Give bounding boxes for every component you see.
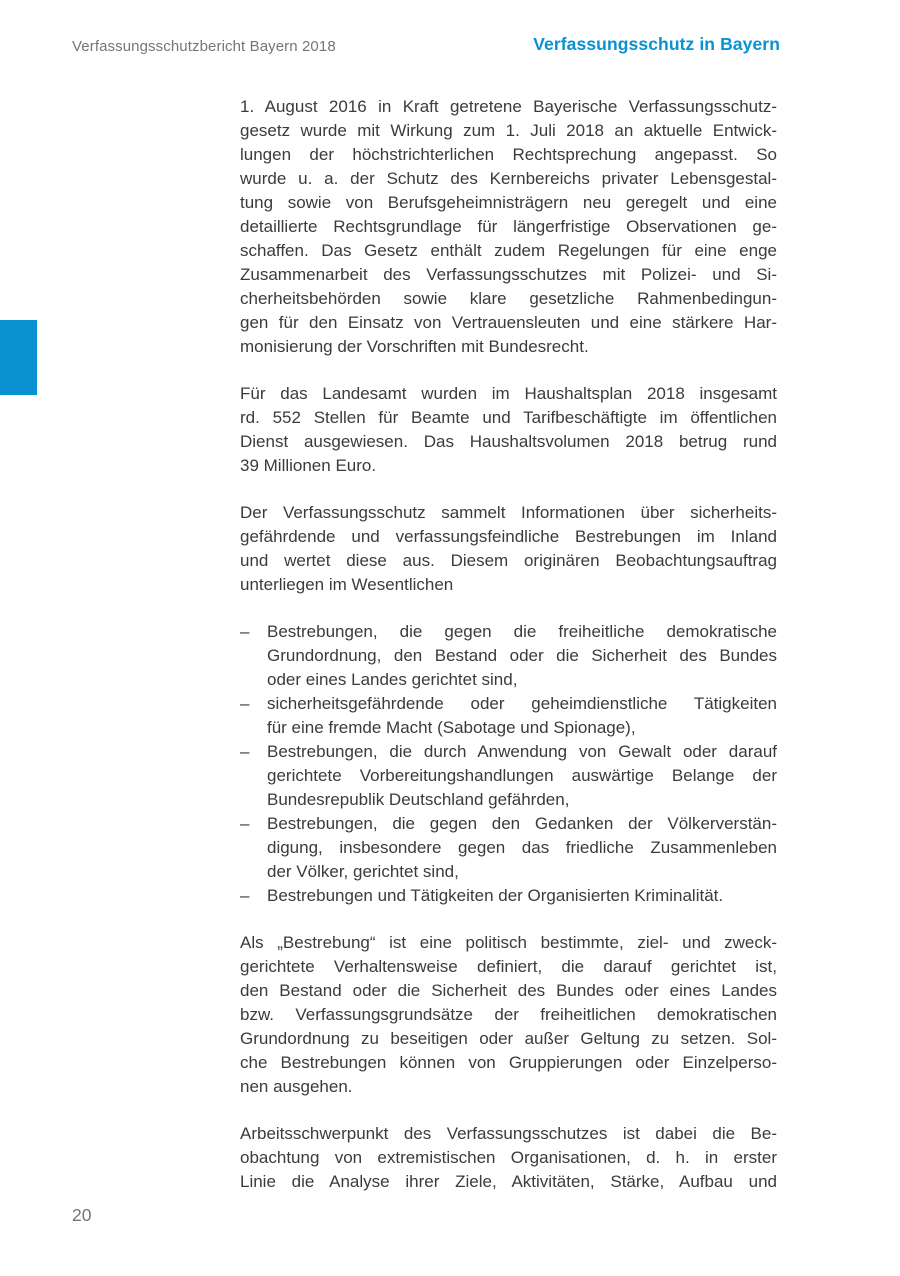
running-header-chapter-title: Verfassungsschutz in Bayern [533,34,780,54]
page-number: 20 [72,1205,92,1225]
list-item-text [267,812,777,884]
paragraph [240,382,777,478]
list-item [240,692,777,740]
dash-marker: – [240,814,250,833]
text-line: Grundordnung zu beseitigen oder außer Geltung zu setzen. Sol- [240,1029,777,1048]
text-line: rd. 552 Stellen für Beamte und Tarifbeschäftigte im öffentlichen [240,408,777,427]
text-line: Linie die Analyse ihrer Ziele, Aktivitäten, Stärke, Aufbau und [240,1172,777,1191]
list-item-text [267,884,777,908]
text-line: gesetz wurde mit Wirkung zum 1. Juli 2018 an aktuelle Entwick- [240,121,777,140]
text-line: oder eines Landes gerichtet sind, [267,670,518,689]
text-line: Der Verfassungsschutz sammelt Informationen über sicherheits- [240,503,777,522]
text-line: für eine fremde Macht (Sabotage und Spionage), [267,718,636,737]
text-line: und wertet diese aus. Diesem originären Beobachtungsauftrag [240,551,777,570]
paragraph [240,931,777,1099]
dash-marker: – [240,694,250,713]
list-item-text [267,620,777,692]
text-line: lungen der höchstrichterlichen Rechtsprechung angepasst. So [240,145,777,164]
text-line: der Völker, gerichtet sind, [267,862,459,881]
text-line: digung, insbesondere gegen das friedliche Zusammenleben [267,838,777,857]
paragraph [240,1122,777,1194]
text-line: che Bestrebungen können von Gruppierungen oder Einzelperso- [240,1053,777,1072]
dash-marker: – [240,886,250,905]
text-line: wurde u. a. der Schutz des Kernbereichs privater Lebensgestal- [240,169,777,188]
text-line: Bundesrepublik Deutschland gefährden, [267,790,570,809]
list-item-text [267,692,777,740]
text-line: gerichtete Vorbereitungshandlungen auswärtige Belange der [267,766,777,785]
text-line: 39 Millionen Euro. [240,456,377,475]
chapter-thumb-marker [0,320,37,395]
text-line: monisierung der Vorschriften mit Bundesrecht. [240,337,589,356]
body-text-column [240,95,777,1194]
text-line: Bestrebungen, die durch Anwendung von Gewalt oder darauf [267,742,777,761]
text-line: Bestrebungen und Tätigkeiten der Organisierten Kriminalität. [267,886,724,905]
dash-marker: – [240,742,250,761]
text-line: schaffen. Das Gesetz enthält zudem Regelungen für eine enge [240,241,777,260]
text-line: unterliegen im Wesentlichen [240,575,454,594]
list-item [240,812,777,884]
running-header-report-title: Verfassungsschutzbericht Bayern 2018 [72,38,336,55]
text-line: Dienst ausgewiesen. Das Haushaltsvolumen 2018 betrug rund [240,432,777,451]
text-line: Zusammenarbeit des Verfassungsschutzes mit Polizei- und Si- [240,265,777,284]
text-line: nen ausgehen. [240,1077,353,1096]
text-line: Bestrebungen, die gegen den Gedanken der Völkerverstän- [267,814,777,833]
text-line: detaillierte Rechtsgrundlage für längerfristige Observationen ge- [240,217,777,236]
bullet-list [240,620,777,908]
paragraph [240,95,777,359]
text-line: gefährdende und verfassungsfeindliche Bestrebungen im Inland [240,527,777,546]
list-item [240,884,777,908]
text-line: Bestrebungen, die gegen die freiheitliche demokratische [267,622,777,641]
text-line: Als „Bestrebung“ ist eine politisch bestimmte, ziel- und zweck- [240,933,777,952]
list-item [240,740,777,812]
text-line: bzw. Verfassungsgrundsätze der freiheitlichen demokratischen [240,1005,777,1024]
text-line: obachtung von extremistischen Organisationen, d. h. in erster [240,1148,777,1167]
list-item [240,620,777,692]
text-line: sicherheitsgefährdende oder geheimdienstliche Tätigkeiten [267,694,777,713]
text-line: tung sowie von Berufsgeheimnisträgern neu geregelt und eine [240,193,777,212]
text-line: 1. August 2016 in Kraft getretene Bayerische Verfassungsschutz- [240,97,777,116]
text-line: gen für den Einsatz von Vertrauensleuten und eine stärkere Har- [240,313,777,332]
list-item-text [267,740,777,812]
text-line: den Bestand oder die Sicherheit des Bundes oder eines Landes [240,981,777,1000]
text-line: Für das Landesamt wurden im Haushaltsplan 2018 insgesamt [240,384,777,403]
dash-marker: – [240,622,250,641]
text-line: Arbeitsschwerpunkt des Verfassungsschutzes ist dabei die Be- [240,1124,777,1143]
paragraph [240,501,777,597]
text-line: cherheitsbehörden sowie klare gesetzliche Rahmenbedingun- [240,289,777,308]
text-line: gerichtete Verhaltensweise definiert, die darauf gerichtet ist, [240,957,777,976]
text-line: Grundordnung, den Bestand oder die Sicherheit des Bundes [267,646,777,665]
